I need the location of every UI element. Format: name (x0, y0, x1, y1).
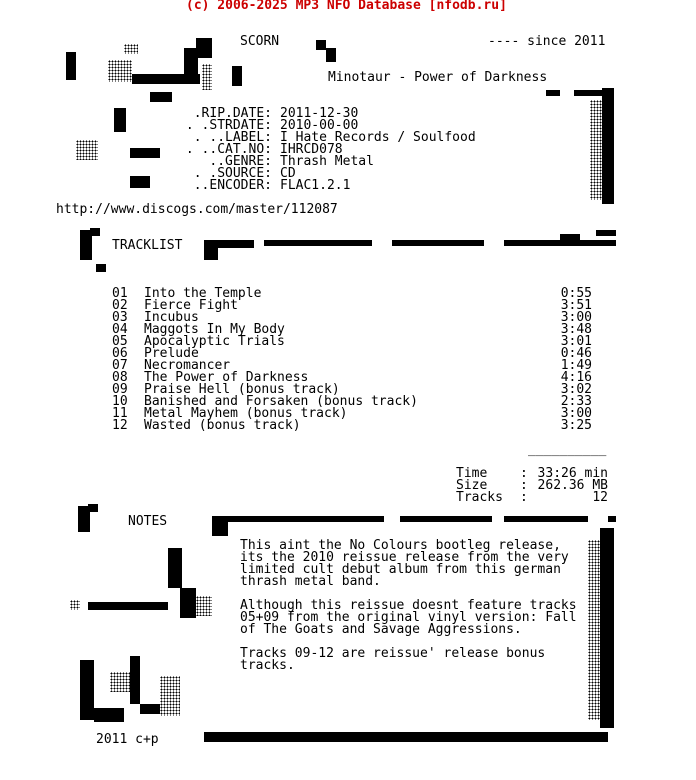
ascii-art-block (88, 602, 168, 610)
summary-label: Size (456, 478, 488, 493)
summary-value: 12 (592, 490, 608, 505)
ascii-art-rule (400, 516, 492, 522)
ascii-art-block (232, 66, 242, 86)
track-title: Incubus (144, 310, 199, 325)
ascii-art-block (326, 48, 336, 62)
notes-line: tracks. (240, 658, 295, 673)
ascii-art-block (66, 52, 76, 80)
ascii-art-shade (124, 44, 138, 54)
notes-line: limited cult debut album from this german (240, 562, 561, 577)
info-value: 2010-00-00 (280, 118, 359, 133)
track-title: Metal Mayhem (bonus track) (144, 406, 348, 421)
track-number: 09 (112, 382, 128, 397)
info-row (0, 132, 696, 144)
ascii-art-block (130, 656, 140, 704)
track-time: 0:46 (560, 346, 592, 361)
track-number: 08 (112, 370, 128, 385)
ascii-art-rule (608, 516, 616, 522)
info-value: I Hate Records / Soulfood (280, 130, 476, 145)
summary-row: Size : 262.36 MB (456, 478, 608, 493)
track-time: 3:00 (560, 406, 592, 421)
release-title: Minotaur - Power of Darkness (328, 70, 548, 85)
ascii-art-block (596, 230, 616, 236)
track-number: 12 (112, 418, 128, 433)
track-title: Fierce Fight (144, 298, 238, 313)
ascii-art-block (140, 704, 160, 714)
info-label: ..ENCODER: (193, 178, 272, 193)
track-title: Wasted (bonus track) (144, 418, 301, 433)
ascii-art-block (560, 234, 580, 240)
track-number: 06 (112, 346, 128, 361)
track-time: 3:00 (560, 310, 592, 325)
track-number: 02 (112, 298, 128, 313)
ascii-art-block (204, 248, 218, 260)
ascii-art-rule (204, 240, 254, 248)
track-time: 3:25 (560, 418, 592, 433)
track-time: 3:02 (560, 382, 592, 397)
track-number: 04 (112, 322, 128, 337)
ascii-art-shade (160, 676, 180, 716)
ascii-art-block (90, 228, 100, 236)
track-title: Praise Hell (bonus track) (144, 382, 340, 397)
track-row (0, 420, 696, 432)
info-value: 2011-12-30 (280, 106, 359, 121)
ascii-art-block (600, 528, 614, 728)
ascii-art-rule (504, 240, 616, 246)
track-time: 3:51 (560, 298, 592, 313)
ascii-art-rule (504, 516, 588, 522)
ascii-art-shade (110, 672, 130, 692)
group-name: SCORN (240, 34, 280, 49)
ascii-art-block (94, 708, 124, 722)
track-title: The Power of Darkness (144, 370, 309, 385)
info-label: . ..CAT.NO: (185, 142, 272, 157)
info-value: IHRCD078 (280, 142, 343, 157)
track-number: 01 (112, 286, 128, 301)
track-number: 07 (112, 358, 128, 373)
notes-line: This aint the No Colours bootleg release, (240, 538, 561, 553)
info-value: FLAC1.2.1 (280, 178, 351, 193)
track-title: Into the Temple (144, 286, 262, 301)
ascii-art-block (88, 504, 98, 512)
ascii-art-shade (588, 540, 600, 720)
info-label: . ..LABEL: (193, 130, 272, 145)
track-number: 10 (112, 394, 128, 409)
notes-line: 05+09 from the original vinyl version: Fall (240, 610, 577, 625)
summary-value: 262.36 MB (537, 478, 608, 493)
track-time: 4:16 (560, 370, 592, 385)
ascii-art-shade (202, 64, 212, 90)
info-row (0, 180, 696, 192)
ascii-art-shade (108, 60, 132, 82)
info-value: Thrash Metal (280, 154, 374, 169)
ascii-art-block (316, 40, 326, 50)
notes-line: its the 2010 reissue release from the very (240, 550, 569, 565)
ascii-art-block (80, 660, 94, 720)
summary-row: Time : 33:26 min (456, 466, 608, 481)
track-title: Maggots In My Body (144, 322, 285, 337)
ascii-art-block (574, 90, 602, 96)
track-time: 3:01 (560, 334, 592, 349)
ascii-art-block (150, 92, 172, 102)
summary-label: Tracks (456, 490, 503, 505)
summary-row: Tracks : 12 (456, 490, 608, 505)
track-number: 05 (112, 334, 128, 349)
ascii-art-block (196, 38, 212, 58)
track-title: Banished and Forsaken (bonus track) (144, 394, 418, 409)
track-title: Prelude (144, 346, 199, 361)
ascii-art-rule (392, 240, 484, 246)
discogs-url[interactable]: http://www.discogs.com/master/112087 (56, 202, 338, 217)
summary-divider: __________ (528, 442, 607, 457)
info-row (0, 156, 696, 168)
ascii-art-shade (196, 596, 212, 616)
notes-title: NOTES (128, 514, 168, 529)
ascii-art-block (96, 264, 106, 272)
track-time: 2:33 (560, 394, 592, 409)
site-header: (c) 2006-2025 MP3 NFO Database [nfodb.ru] (186, 0, 507, 13)
notes-line: of The Goats and Savage Aggressions. (240, 622, 522, 637)
ascii-art-shade (70, 600, 80, 610)
ascii-art-rule (212, 516, 384, 522)
track-number: 03 (112, 310, 128, 325)
info-value: CD (280, 166, 296, 181)
ascii-art-rule (264, 240, 372, 246)
tracklist-title: TRACKLIST (112, 238, 183, 253)
track-number: 11 (112, 406, 128, 421)
track-title: Necromancer (144, 358, 231, 373)
ascii-art-rule (204, 732, 608, 742)
ascii-art-block (180, 588, 196, 618)
summary-value: 33:26 min (537, 466, 608, 481)
notes-line: Tracks 09-12 are reissue' release bonus (240, 646, 546, 661)
notes-line: thrash metal band. (240, 574, 381, 589)
track-time: 3:48 (560, 322, 592, 337)
ascii-art-block (132, 74, 200, 84)
info-label: ..GENRE: (209, 154, 272, 169)
info-label: . .SOURCE: (193, 166, 272, 181)
ascii-art-block (168, 548, 182, 588)
since-year: ---- since 2011 (488, 34, 606, 49)
ascii-art-block (546, 90, 560, 96)
notes-line: Although this reissue doesnt feature tracks (240, 598, 577, 613)
track-time: 1:49 (560, 358, 592, 373)
ascii-art-block (212, 522, 228, 536)
summary-label: Time (456, 466, 488, 481)
info-label: .RIP.DATE: (193, 106, 272, 121)
info-label: . .STRDATE: (185, 118, 272, 133)
track-time: 0:55 (560, 286, 592, 301)
footer-credit: 2011 c+p (96, 732, 159, 747)
track-title: Apocalyptic Trials (144, 334, 285, 349)
